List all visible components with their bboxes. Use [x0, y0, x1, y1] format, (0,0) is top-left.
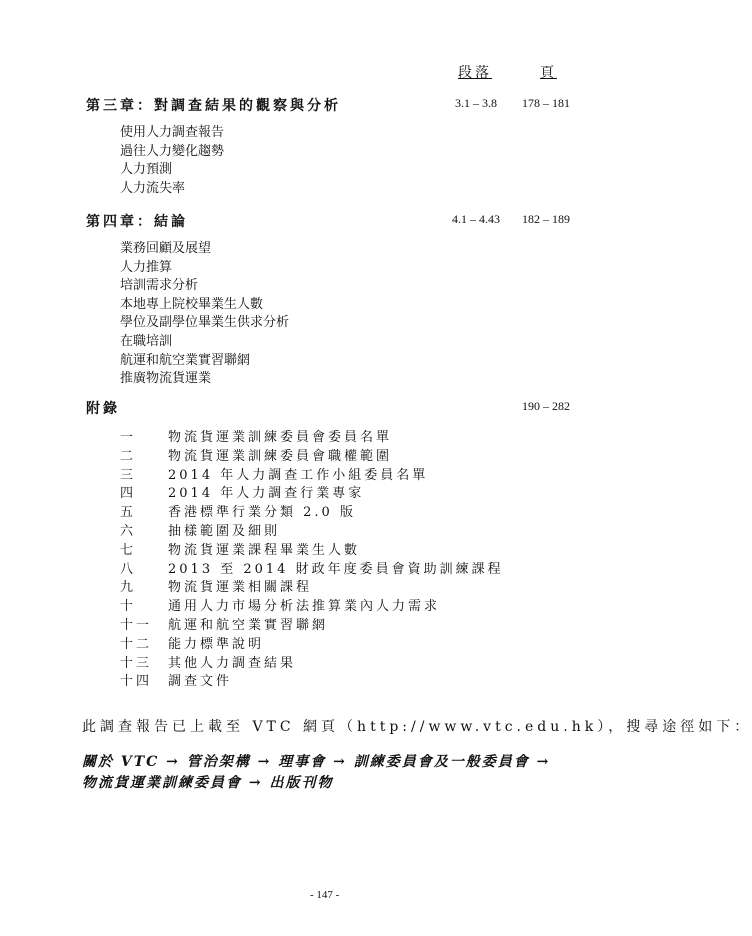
appendix-text: 2014 年人力調查工作小組委員名單	[168, 467, 429, 483]
list-item: 培訓需求分析	[120, 278, 199, 294]
chapter4-paragraphs: 4.1 – 4.43	[452, 212, 500, 226]
appendix-row	[120, 448, 504, 467]
appendix-row	[120, 655, 504, 674]
appendix-text: 抽樣範圍及細則	[168, 523, 281, 539]
appendix-index: 五	[120, 505, 137, 521]
appendix-row	[120, 673, 504, 692]
appendix-text: 香港標準行業分類 2.0 版	[168, 505, 356, 521]
appendix-text: 2014 年人力調查行業專家	[168, 486, 365, 502]
appendix-text: 調查文件	[168, 674, 233, 690]
list-item: 過往人力變化趨勢	[120, 143, 225, 159]
appendix-index: 十三	[120, 655, 153, 671]
chapter3-title: 第三章：對調查結果的觀察與分析	[86, 98, 341, 114]
appendix-index: 十	[120, 599, 137, 615]
appendix-text: 通用人力市場分析法推算業內人力需求	[168, 599, 441, 615]
list-item: 航運和航空業實習聯網	[120, 352, 251, 368]
chapter4-pages: 182 – 189	[522, 212, 570, 226]
appendix-row	[120, 523, 504, 542]
navigation-path-line2: 物流貨運業訓練委員會 → 出版刊物	[82, 775, 334, 791]
appendix-row	[120, 504, 504, 523]
upload-note: 此調查報告已上載至 VTC 網頁（http://www.vtc.edu.hk），搜尋途徑如下：	[82, 719, 752, 735]
appendix-index: 九	[120, 580, 137, 596]
appendix-row	[120, 542, 504, 561]
appendix-text: 物流貨運業課程畢業生人數	[168, 542, 361, 558]
appendix-row	[120, 636, 504, 655]
chapter3-pages: 178 – 181	[522, 96, 570, 110]
appendix-row	[120, 617, 504, 636]
chapter3-item-list	[120, 124, 224, 198]
appendix-title: 附錄	[86, 401, 120, 417]
list-item: 人力預測	[120, 162, 173, 178]
appendix-text: 航運和航空業實習聯網	[168, 617, 329, 633]
appendix-index: 六	[120, 523, 137, 539]
appendix-index: 七	[120, 542, 137, 558]
chapter4-item-list	[120, 240, 289, 389]
chapter4-title: 第四章：結論	[86, 214, 188, 230]
appendix-row	[120, 429, 504, 448]
appendix-item-list	[120, 429, 504, 692]
chapter3-paragraphs: 3.1 – 3.8	[455, 96, 497, 110]
appendix-text: 2013 至 2014 財政年度委員會資助訓練課程	[168, 561, 504, 577]
list-item: 推廣物流貨運業	[120, 371, 212, 387]
appendix-index: 八	[120, 561, 137, 577]
appendix-pages: 190 – 282	[522, 399, 570, 413]
list-item: 在職培訓	[120, 333, 173, 349]
list-item: 學位及副學位畢業生供求分析	[120, 315, 290, 331]
page-number: - 147 -	[310, 889, 340, 901]
appendix-row	[120, 579, 504, 598]
appendix-index: 十一	[120, 617, 153, 633]
paragraph-column-header: 段落	[458, 65, 492, 81]
appendix-text: 能力標準說明	[168, 636, 265, 652]
appendix-index: 四	[120, 486, 137, 502]
appendix-text: 物流貨運業訓練委員會委員名單	[168, 430, 393, 445]
appendix-text: 其他人力調查結果	[168, 655, 297, 671]
appendix-index: 二	[120, 448, 137, 464]
appendix-index: 三	[120, 467, 137, 483]
appendix-row	[120, 467, 504, 486]
page-column-header: 頁	[540, 65, 557, 81]
list-item: 業務回顧及展望	[120, 241, 212, 256]
list-item: 使用人力調查報告	[120, 125, 225, 140]
appendix-index: 十四	[120, 674, 153, 690]
appendix-index: 一	[120, 430, 137, 445]
appendix-text: 物流貨運業訓練委員會職權範圍	[168, 448, 393, 464]
list-item: 人力流失率	[120, 180, 186, 196]
appendix-row	[120, 485, 504, 504]
list-item: 本地專上院校畢業生人數	[120, 296, 264, 312]
navigation-path-line1: 關於 VTC → 管治架構 → 理事會 → 訓練委員會及一般委員會 →	[82, 754, 551, 770]
appendix-text: 物流貨運業相關課程	[168, 580, 313, 596]
list-item: 人力推算	[120, 259, 173, 275]
appendix-index: 十二	[120, 636, 153, 652]
appendix-row	[120, 598, 504, 617]
appendix-row	[120, 561, 504, 580]
